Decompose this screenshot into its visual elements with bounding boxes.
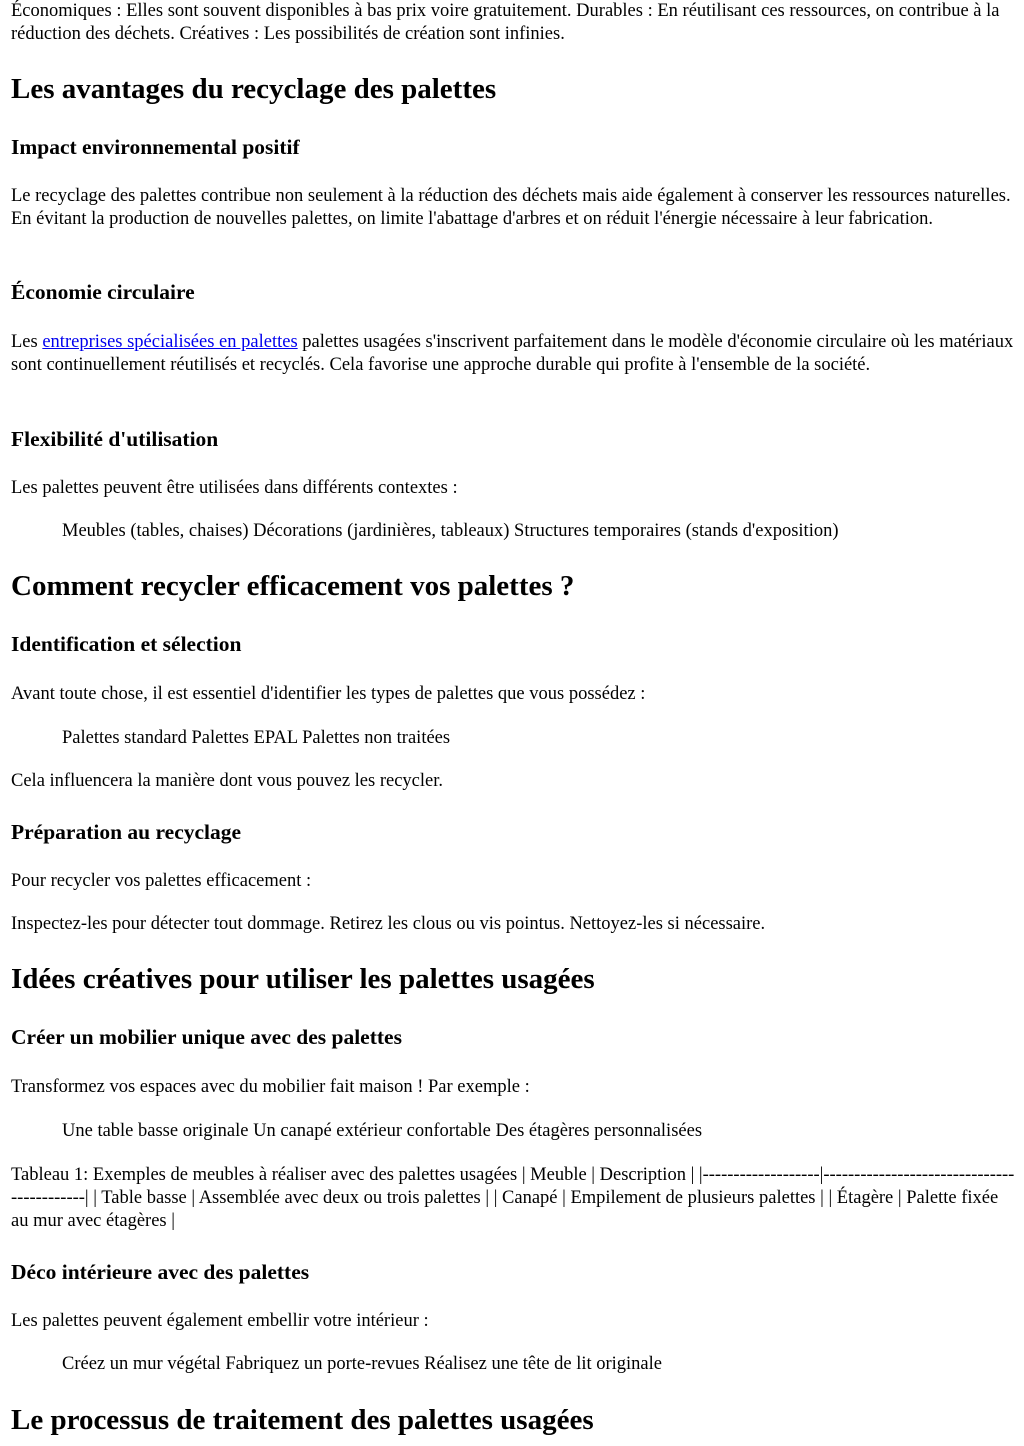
paragraph-mobilier: Transformez vos espaces avec du mobilier fait maison ! Par exemple : (11, 1077, 530, 1097)
table-meubles-raw: Tableau 1: Exemples de meubles à réaliser avec des palettes usagées | Meuble | Description | |-------------------|-------------------------------------------| | Table basse | Assemblée avec deux ou trois palettes | | Canapé | Empilement de plusieurs palettes | | Étagère | Palette fixée au mur avec étagères | (11, 1165, 1015, 1231)
heading-preparation: Préparation au recyclage (11, 820, 242, 844)
paragraph-flexibilite: Les palettes peuvent être utilisées dans différents contextes : (11, 478, 458, 498)
paragraph-identification: Avant toute chose, il est essentiel d'identifier les types de palettes que vous possédez : (11, 684, 646, 704)
section-title-processus: Le processus de traitement des palettes usagées (11, 1404, 594, 1436)
heading-deco-interieure: Déco intérieure avec des palettes (11, 1260, 310, 1284)
list-types-palettes: Palettes standard Palettes EPAL Palettes non traitées (62, 728, 451, 748)
paragraph-deco: Les palettes peuvent également embellir votre intérieur : (11, 1311, 429, 1331)
section-title-recycler: Comment recycler efficacement vos palettes ? (11, 570, 575, 602)
paragraph-text-before-link: Les (11, 332, 43, 352)
list-contextes: Meubles (tables, chaises) Décorations (jardinières, tableaux) Structures temporaires (stands d'exposition) (62, 521, 839, 541)
list-idees-deco: Créez un mur végétal Fabriquez un porte-revues Réalisez une tête de lit originale (62, 1354, 662, 1374)
section-title-avantages: Les avantages du recyclage des palettes (11, 73, 497, 105)
list-exemples-mobilier: Une table basse originale Un canapé extérieur confortable Des étagères personnalisées (62, 1121, 703, 1141)
link-entreprises-palettes[interactable]: entreprises spécialisées en palettes (42, 332, 298, 352)
heading-impact-environnemental: Impact environnemental positif (11, 135, 300, 159)
paragraph-influencera: Cela influencera la manière dont vous pouvez les recycler. (11, 771, 443, 791)
paragraph-impact: Le recyclage des palettes contribue non seulement à la réduction des déchets mais aide également à conserver les ressources naturelles. En évitant la production de nouvelles palettes, on limite l'abattage d'arbres et on réduit l'énergie nécessaire à leur fabrication. (11, 186, 1011, 229)
intro-paragraph: Économiques : Elles sont souvent disponibles à bas prix voire gratuitement. Durables : En réutilisant ces ressources, on contribue à la réduction des déchets. Créatives : Les possibilités de création sont infinies. (11, 1, 1000, 44)
paragraph-economie-circulaire (11, 331, 1016, 377)
heading-identification: Identification et sélection (11, 632, 242, 656)
paragraph-text-after-link: palettes usagées s'inscrivent parfaitement dans le modèle d'économie circulaire où les matériaux sont continuellement réutilisés et recyclés. Cela favorise une approche durable qui profite à l'ensemble de la société. (11, 332, 1014, 375)
section-title-idees: Idées créatives pour utiliser les palettes usagées (11, 963, 595, 995)
heading-flexibilite: Flexibilité d'utilisation (11, 427, 219, 451)
heading-economie-circulaire: Économie circulaire (11, 280, 195, 304)
heading-mobilier-unique: Créer un mobilier unique avec des palettes (11, 1025, 402, 1049)
paragraph-preparation: Pour recycler vos palettes efficacement : (11, 871, 312, 891)
list-etapes-preparation: Inspectez-les pour détecter tout dommage. Retirez les clous ou vis pointus. Nettoyez-les si nécessaire. (11, 914, 766, 934)
